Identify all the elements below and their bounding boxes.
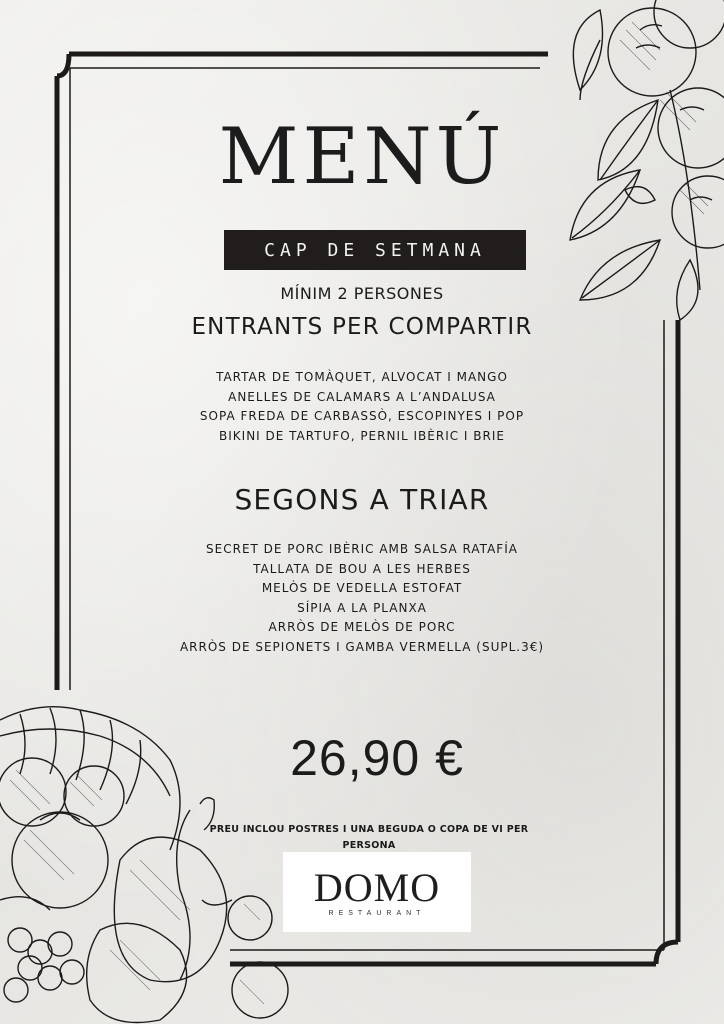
dish-item: SECRET DE PORC IBÈRIC AMB SALSA RATAFÍA xyxy=(206,542,518,556)
dish-item: TALLATA DE BOU A LES HERBES xyxy=(253,561,471,576)
dish-item: BIKINI DE TARTUFO, PERNIL IBÈRIC I BRIE xyxy=(219,428,505,443)
mains-list xyxy=(0,540,724,657)
dish-item: TARTAR DE TOMÀQUET, ALVOCAT I MANGO xyxy=(216,370,508,384)
minimum-persons-note: MÍNIM 2 PERSONES xyxy=(280,284,444,303)
starters-list xyxy=(0,368,724,446)
menu-title: MENÚ xyxy=(218,112,506,202)
dish-item: ANELLES DE CALAMARS A L’ANDALUSA xyxy=(228,389,496,404)
dish-item: MELÒS DE VEDELLA ESTOFAT xyxy=(261,581,463,595)
dish-item: ARRÒS DE MELÒS DE PORC xyxy=(268,620,456,634)
section-title-starters: ENTRANTS PER COMPARTIR xyxy=(191,314,533,340)
menu-price: 26,90 € xyxy=(290,730,464,786)
dish-item: SOPA FREDA DE CARBASSÒ, ESCOPINYES I POP xyxy=(199,409,525,423)
price-includes-note: PREU INCLOU POSTRES I UNA BEGUDA O COPA DE VI PER PERSONA xyxy=(209,824,529,851)
dish-item: SÍPIA A LA PLANXA xyxy=(297,600,427,615)
logo-subtitle: RESTAURANT xyxy=(328,909,426,917)
logo-name: DOMO xyxy=(313,864,441,910)
section-title-mains: SEGONS A TRIAR xyxy=(234,483,490,516)
weekend-badge-label: CAP DE SETMANA xyxy=(264,239,486,261)
restaurant-logo xyxy=(283,852,471,932)
weekend-badge xyxy=(224,230,526,270)
dish-item: ARRÒS DE SEPIONETS I GAMBA VERMELLA (SUPL.3€) xyxy=(179,639,545,654)
